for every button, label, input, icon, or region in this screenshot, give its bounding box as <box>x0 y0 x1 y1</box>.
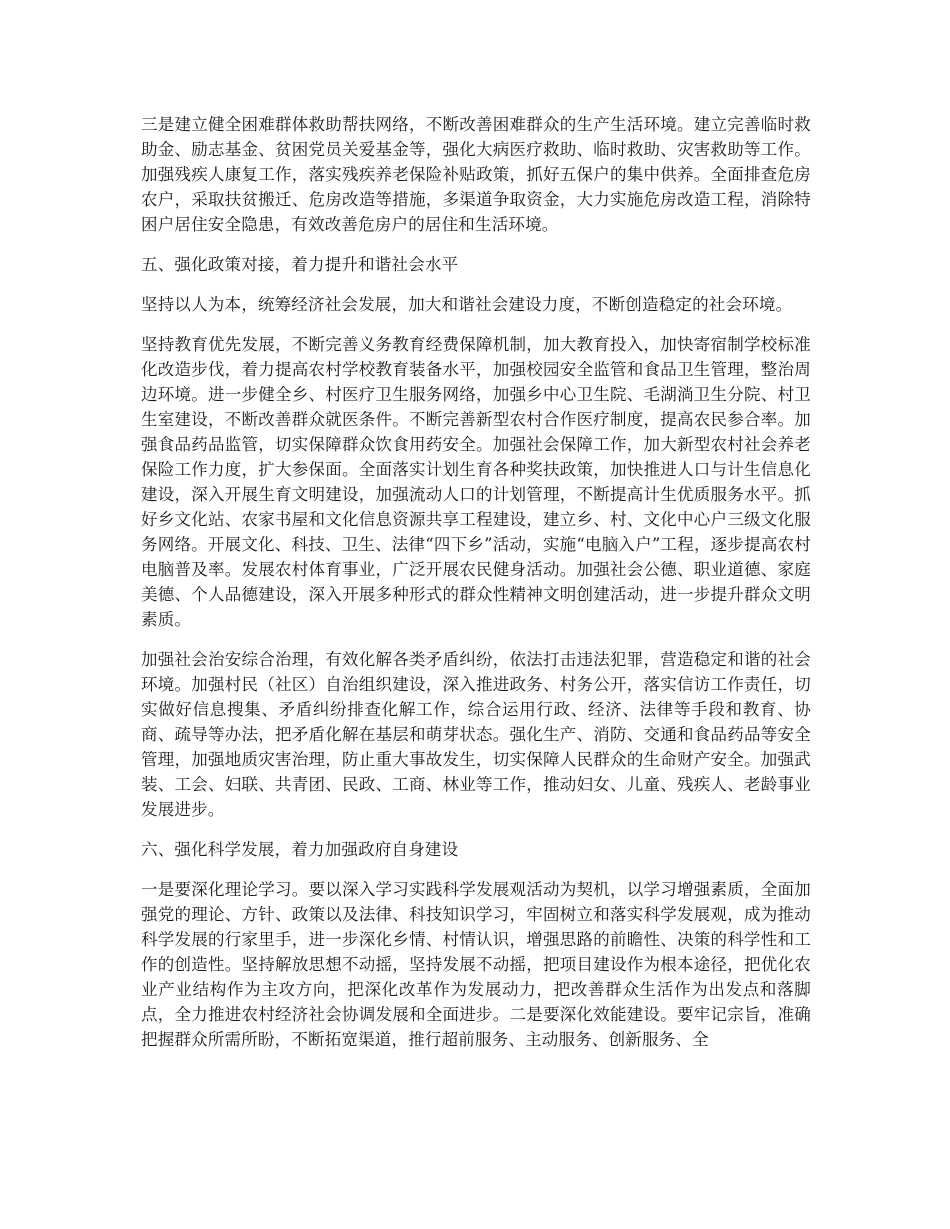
section-heading-six: 六、强化科学发展，着力加强政府自身建设 <box>141 840 459 859</box>
paragraph-education-health: 坚持教育优先发展，不断完善义务教育经费保障机制，加大教育投入，加快寄宿制学校标准化改造步伐，着力提高农村学校教育装备水平，加强校园安全监管和食品卫生管理，整治周边环境。进一步健全乡、村医疗卫生服务网络，加强乡中心卫生院、毛湖淌卫生分院、村卫生室建设，不断改善群众就医条件。不断完善新型农村合作医疗制度，提高农民参合率。加强食品药品监管，切实保障群众饮食用药安全。加强社会保障工作，加大新型农村社会养老保险工作力度，扩大参保面。全面落实计划生育各种奖扶政策，加快推进人口与计生信息化建设，深入开展生育文明建设，加强流动人口的计划管理，不断提高计生优质服务水平。抓好乡文化站、农家书屋和文化信息资源共享工程建设，建立乡、村、文化中心户三级文化服务网络。开展文化、科技、卫生、法律“四下乡”活动，实施“电脑入户”工程，逐步提高农村电脑普及率。发展农村体育事业，广泛开展农民健身活动。加强社会公德、职业道德、家庭美德、个人品德建设，深入开展多种形式的群众性精神文明创建活动，进一步提升群众文明素质。 <box>141 335 811 629</box>
section-heading-five: 五、强化政策对接，着力提升和谐社会水平 <box>141 255 459 274</box>
paragraph-public-security: 加强社会治安综合治理，有效化解各类矛盾纠纷，依法打击违法犯罪，营造稳定和谐的社会环境。加强村民（社区）自治组织建设，深入推进政务、村务公开，落实信访工作责任，切实做好信息搜集、矛盾纠纷排查化解工作，综合运用行政、经济、法律等手段和教育、协商、疏导等办法，把矛盾化解在基层和萌芽状态。强化生产、消防、交通和食品药品等安全管理，加强地质灾害治理，防止重大事故发生，切实保障人民群众的生命财产安全。加强武装、工会、妇联、共青团、民政、工商、林业等工作，推动妇女、儿童、残疾人、老龄事业发展进步。 <box>141 650 811 819</box>
paragraph-theory-study: 一是要深化理论学习。要以深入学习实践科学发展观活动为契机，以学习增强素质，全面加强党的理论、方针、政策以及法律、科技知识学习，牢固树立和落实科学发展观，成为推动科学发展的行家里手，进一步深化乡情、村情认识，增强思路的前瞻性、决策的科学性和工作的创造性。坚持解放思想不动摇，坚持发展不动摇，把项目建设作为根本途径，把优化农业产业结构作为主攻方向，把深化改革作为发展动力，把改善群众生活作为出发点和落脚点，全力推进农村经济社会协调发展和全面进步。二是要深化效能建设。要牢记宗旨，准确把握群众所需所盼，不断拓宽渠道，推行超前服务、主动服务、创新服务、全 <box>141 880 811 1049</box>
document-page <box>141 112 811 1067</box>
paragraph-assistance-network: 三是建立健全困难群体救助帮扶网络，不断改善困难群众的生产生活环境。建立完善临时救助金、励志基金、贫困党员关爱基金等，强化大病医疗救助、临时救助、灾害救助等工作。加强残疾人康复工作，落实残疾养老保险补贴政策，抓好五保户的集中供养。全面排查危房农户，采取扶贫搬迁、危房改造等措施，多渠道争取资金，大力实施危房改造工程，消除特困户居住安全隐患，有效改善危房户的居住和生活环境。 <box>141 115 811 234</box>
paragraph-people-oriented: 坚持以人为本，统筹经济社会发展，加大和谐社会建设力度，不断创造稳定的社会环境。 <box>141 295 793 314</box>
